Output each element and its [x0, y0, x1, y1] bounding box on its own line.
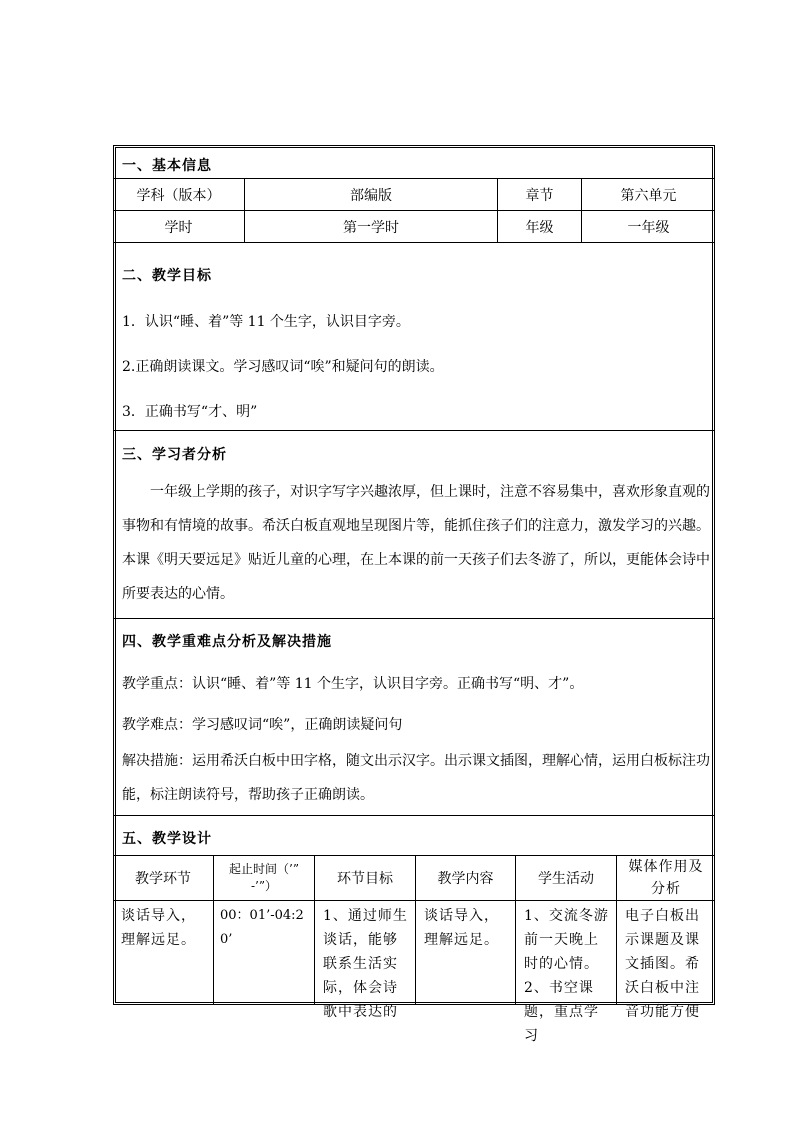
- grade-label: 年级: [497, 211, 581, 242]
- header-student-activity: 学生活动: [515, 856, 616, 900]
- header-stage: 教学环节: [135, 871, 191, 887]
- objective-item: 1．认识“睡、着”等 11 个生字，认识目字旁。: [122, 314, 410, 330]
- section2-objectives: [113, 242, 715, 430]
- chapter-label: 章节: [497, 179, 581, 210]
- grade-value: 一年级: [581, 211, 715, 242]
- basic-info-row-1: [113, 178, 715, 210]
- period-label: 学时: [164, 219, 193, 236]
- header-media-role: 媒体作用及分析: [616, 856, 715, 900]
- design-table-header: [113, 855, 715, 900]
- header-content: 教学内容: [415, 856, 515, 900]
- period-value: 第一学时: [244, 211, 497, 242]
- learner-analysis-paragraph: 一年级上学期的孩子，对识字写字兴趣浓厚，但上课时，注意不容易集中，喜欢形象直观的事物和有情境的故事。希沃白板直观地呈现图片等，能抓住孩子们的注意力，激发学习的兴趣。本课《明天要远足》贴近儿童的心理，在上本课的前一天孩子们去冬游了，所以，更能体会诗中所要表达的心情。: [122, 484, 710, 602]
- objective-item: 2.正确朗读课文。学习感叹词“唉”和疑问句的朗读。: [122, 359, 444, 375]
- table-row: [113, 900, 715, 1044]
- teaching-difficulty: 教学难点：学习感叹词“唉”，正确朗读疑问句: [122, 717, 403, 733]
- solution-measures: 解决措施：运用希沃白板中田字格，随文出示汉字。出示课文插图，理解心情，运用白板标注功能，标注朗读符号，帮助孩子正确朗读。: [122, 753, 710, 803]
- row-time: 00：01’-04:20’: [213, 901, 314, 1005]
- row-stage: 谈话导入，理解远足。: [121, 908, 196, 948]
- row-media-role: 电子白板出示课题及课文插图。希沃白板中注音功能方便: [616, 901, 715, 1005]
- row-content: 谈话导入，理解远足。: [415, 901, 515, 1005]
- header-time: 起止时间（’” -’”）: [213, 856, 314, 900]
- section1-header-row: [113, 147, 715, 179]
- header-stage-goal: 环节目标: [314, 856, 415, 900]
- objective-item: 3．正确书写“才、明”: [122, 404, 258, 420]
- row-student-activity: 1、交流冬游前一天晚上时的心情。2、书空课题，重点学习: [515, 901, 616, 1005]
- chapter-value: 第六单元: [581, 179, 715, 210]
- section5-title: 五、教学设计: [122, 831, 212, 847]
- section5-header-row: [113, 815, 715, 855]
- basic-info-row-2: [113, 210, 715, 242]
- teaching-key-point: 教学重点：认识“睡、着”等 11 个生字，认识目字旁。正确书写“明、才”。: [122, 676, 584, 692]
- section3-title: 三、学习者分析: [122, 447, 227, 463]
- subject-label: 学科（版本）: [136, 187, 221, 204]
- section4-title: 四、教学重难点分析及解决措施: [122, 634, 332, 650]
- section2-title: 二、教学目标: [122, 268, 212, 284]
- section3-learner-analysis: [113, 430, 715, 618]
- section4-key-points: [113, 618, 715, 815]
- subject-value: 部编版: [244, 179, 497, 210]
- row-stage-goal: 1、通过师生谈话，能够联系生活实际，体会诗歌中表达的: [314, 901, 415, 1005]
- section1-title: 一、基本信息: [122, 158, 212, 174]
